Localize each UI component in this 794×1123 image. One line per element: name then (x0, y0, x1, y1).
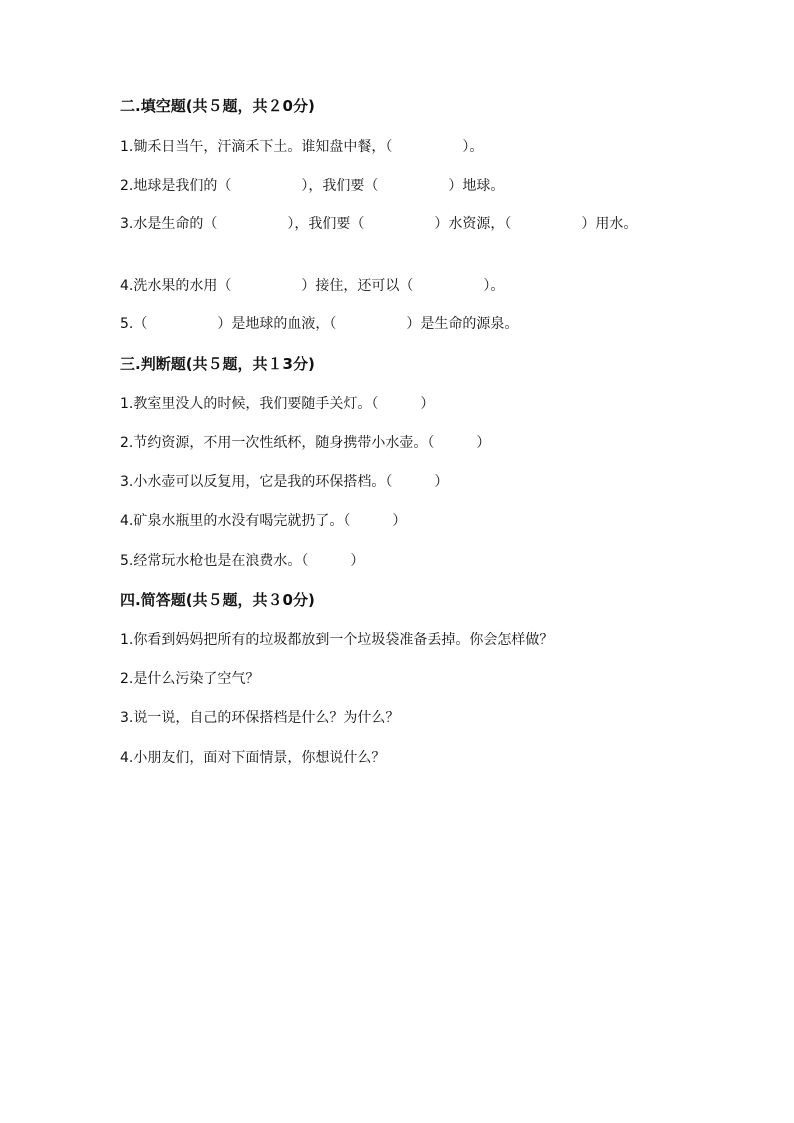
question-item: 5.经常玩水枪也是在浪费水。（ ） (120, 553, 365, 569)
question-item: 2.节约资源，不用一次性纸杯，随身携带小水壶。（ ） (120, 435, 491, 451)
question-item: 3.水是生命的（ ），我们要（ ）水资源，（ ）用水。 (120, 216, 638, 232)
question-item: 3.小水壶可以反复用，它是我的环保搭档。（ ） (120, 474, 449, 490)
question-item: 3.说一说，自己的环保搭档是什么？为什么？ (120, 710, 400, 726)
question-item: 2.地球是我们的（ ），我们要（ ）地球。 (120, 178, 505, 194)
question-item: 5.（ ）是地球的血液，（ ）是生命的源泉。 (120, 316, 519, 332)
question-item: 2.是什么污染了空气？ (120, 671, 260, 687)
question-item: 4.小朋友们，面对下面情景，你想说什么？ (120, 750, 386, 766)
question-item: 4.矿泉水瓶里的水没有喝完就扔了。（ ） (120, 513, 407, 529)
question-item: 1.你看到妈妈把所有的垃圾都放到一个垃圾袋准备丢掉。你会怎样做？ (120, 632, 554, 648)
section-heading-fill-blank: 二.填空题(共５题，共２0分) (120, 97, 315, 115)
section-heading-true-false: 三.判断题(共５题，共１3分) (120, 355, 315, 373)
question-item: 1.教室里没人的时候，我们要随手关灯。（ ） (120, 396, 435, 412)
question-item: 1.锄禾日当午，汗滴禾下土。谁知盘中餐，（ ）。 (120, 139, 484, 155)
section-heading-short-answer: 四.简答题(共５题，共３0分) (120, 591, 315, 609)
question-item: 4.洗水果的水用（ ）接住，还可以（ ）。 (120, 278, 505, 294)
